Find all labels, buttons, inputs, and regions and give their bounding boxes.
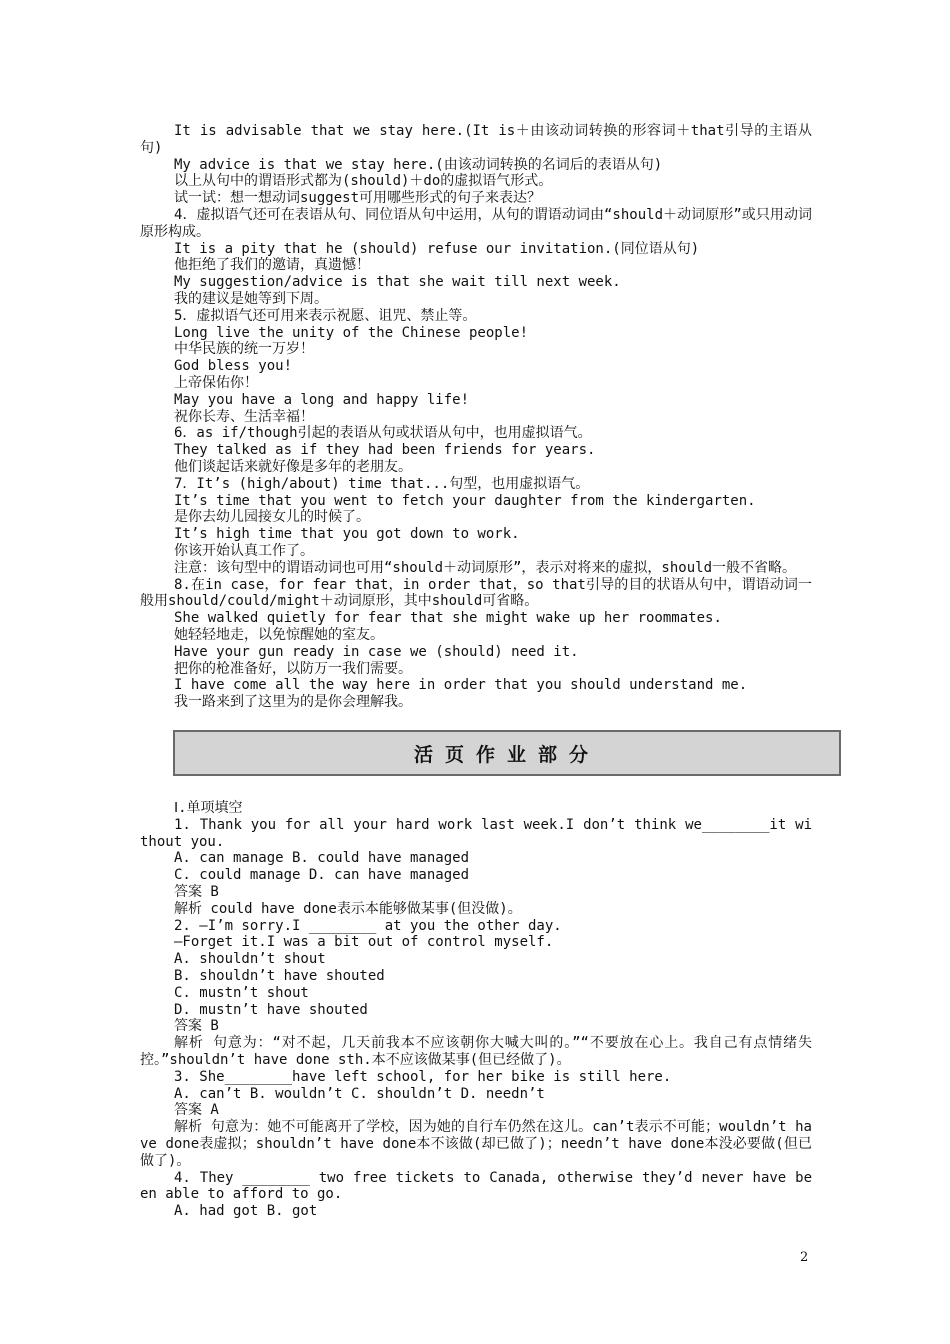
section-heading: Ⅰ.单项填空 [174,800,243,816]
page-number: 2 [800,1250,809,1265]
text-line: 4．虚拟语气还可在表语从句、同位语从句中运用，从句的谓语动词由“should＋动词原形”或只用动词原形构成。 [140,206,812,240]
explanation: 解析 could have done表示本能够做某事(但没做)。 [174,900,522,917]
option-line: A. can’t B. wouldn’t C. shouldn’t D. needn’t [174,1085,545,1102]
option-line: C. could manage D. can have managed [174,867,470,884]
text-line: It is advisable that we stay here.(It is＋由该动词转换的形容词＋that引导的主语从句) [140,123,812,156]
answer: 答案 B [174,1018,219,1035]
text-line: 他拒绝了我们的邀请，真遗憾！ [174,257,370,274]
text-line: 以上从句中的谓语形式都为(should)＋do的虚拟语气形式。 [174,173,553,190]
text-line: 他们谈起话来就好像是多年的老朋友。 [174,458,412,475]
text-line: It is a pity that he (should) refuse our invitation.(同位语从句) [174,240,700,257]
question: 1. Thank you for all your hard work last week.I don’t think we________it without you. [140,816,812,850]
question: 3. She________have left school, for her bike is still here. [174,1068,672,1085]
explanation: 解析 句意为：“对不起，几天前我本不应该朝你大喊大叫的。”“不要放在心上。我自己有点情绪失控。”shouldn’t have done sth.本不应该做某事(但已经做了)。 [140,1035,812,1068]
text-line: 我一路来到了这里为的是你会理解我。 [174,694,412,711]
answer: 答案 B [174,883,219,900]
text-line: 8.在in case，for fear that，in order that，so that引导的目的状语从句中，谓语动词一般用should/could/might＋动词原形，其中should可省略。 [140,576,812,610]
section-banner [173,730,841,776]
text-line: 祝你长寿、生活幸福！ [174,408,314,425]
option-line: A. had got B. got [174,1203,318,1220]
answer: 答案 A [174,1102,219,1119]
text-line: 5．虚拟语气还可用来表示祝愿、诅咒、禁止等。 [174,307,477,324]
text-line: My suggestion/advice is that she wait till next week. [174,274,621,291]
option-line: B. shouldn’t have shouted [174,967,385,984]
text-line: Long live the unity of the Chinese people! [174,324,529,341]
text-line: 6．as if/though引起的表语从句或状语从句中，也用虚拟语气。 [174,425,592,442]
text-line: 注意：该句型中的谓语动词也可用“should＋动词原形”，表示对将来的虚拟，should一般不省略。 [174,559,796,576]
banner-title: 活页作业部分 [413,743,600,766]
text-line: God bless you! [174,358,293,375]
text-line: 中华民族的统一万岁！ [174,341,314,358]
text-line: 我的建议是她等到下周。 [174,290,328,307]
text-line: 你该开始认真工作了。 [174,542,314,559]
text-line: 是你去幼儿园接女儿的时候了。 [174,509,370,526]
option-line: A. shouldn’t shout [174,951,326,968]
text-line: 把你的枪准备好，以防万一我们需要。 [174,660,412,677]
text-line: It’s high time that you got down to work. [174,526,520,543]
text-line: It’s time that you went to fetch your daughter from the kindergarten. [174,492,756,509]
text-line: 7．It’s (high/about) time that...句型，也用虚拟语气。 [174,475,590,492]
text-line: May you have a long and happy life! [174,391,470,408]
question: 2. —I’m sorry.I ________ at you the other day. [174,917,562,934]
text-line: They talked as if they had been friends for years. [174,442,596,459]
option-line: A. can manage B. could have managed [174,850,470,867]
text-line: 上帝保佑你！ [174,374,258,391]
explanation: 解析 句意为：她不可能离开了学校，因为她的自行车仍然在这儿。can’t表示不可能；wouldn’t have done表虚拟；shouldn’t have done本不该做(却已做了)；needn’t have done本没必要做(但已做了)。 [140,1119,812,1169]
grammar-notes [140,123,812,711]
text-line: 她轻轻地走，以免惊醒她的室友。 [174,626,384,643]
option-line: D. mustn’t have shouted [174,1001,368,1018]
exercise-section [140,800,812,1220]
text-line: 试一试：想一想动词suggest可用哪些形式的句子来表达？ [174,190,541,207]
question: 4. They ________ two free tickets to Canada, otherwise they’d never have been able to afford to go. [140,1169,812,1203]
text-line: My advice is that we stay here.(由该动词转换的名词后的表语从句) [174,156,663,173]
text-line: I have come all the way here in order that you should understand me. [174,677,748,694]
option-line: C. mustn’t shout [174,984,309,1001]
question-line: —Forget it.I was a bit out of control myself. [174,934,554,951]
text-line: Have your gun ready in case we (should) need it. [174,643,579,660]
text-line: She walked quietly for fear that she might wake up her roommates. [174,610,722,627]
